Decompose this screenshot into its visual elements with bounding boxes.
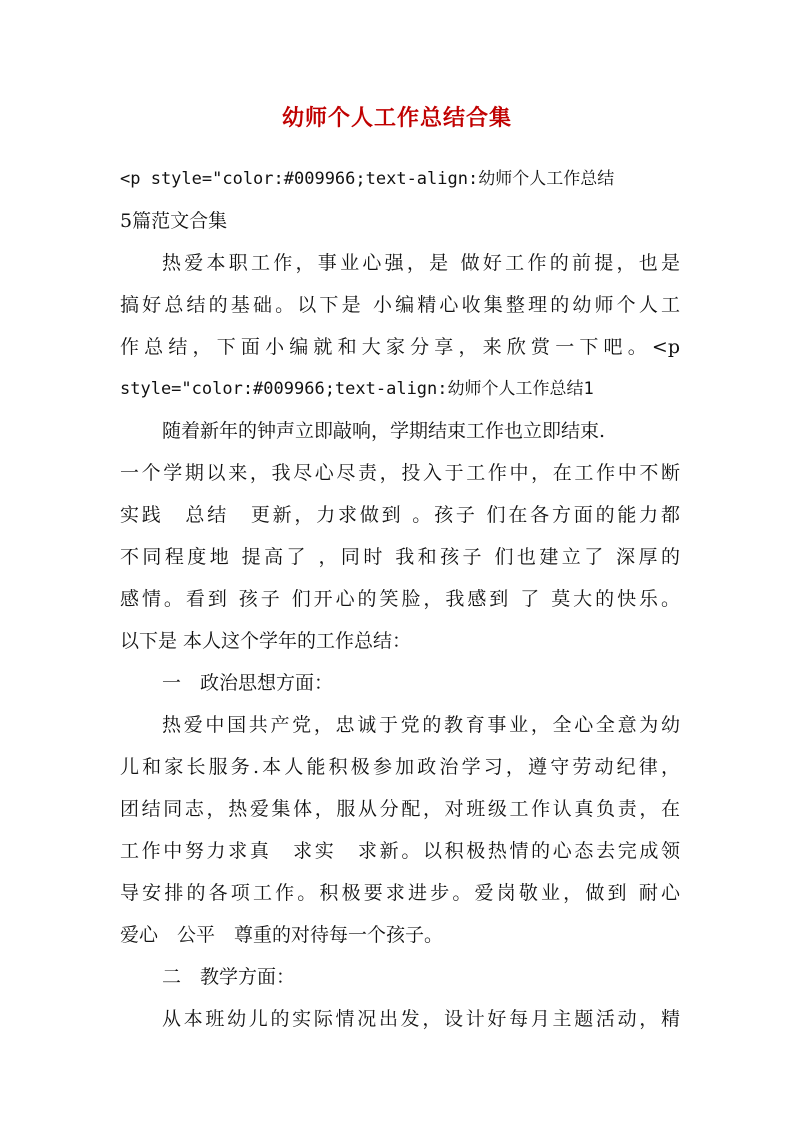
text-line: <p style="color:#009966;text-align:幼师个人工作总结 xyxy=(120,169,615,189)
text-line: 团结同志，热爱集体，服从分配，对班级工作认真负责，在 xyxy=(120,798,680,820)
text-line: 热爱中国共产党，忠诚于党的教育事业，全心全意为幼 xyxy=(162,714,680,736)
document-body xyxy=(120,158,680,1040)
text-line: 导安排的各项工作。积极要求进步。爱岗敬业，做到 耐心 xyxy=(120,882,680,904)
document-title: 幼师个人工作总结合集 xyxy=(281,105,512,131)
text-line: 随着新年的钟声立即敲响，学期结束工作也立即结束. xyxy=(162,420,606,442)
text-line: 工作中努力求真 求实 求新。以积极热情的心态去完成领 xyxy=(120,840,680,862)
text-line: style="color:#009966;text-align:幼师个人工作总结1 xyxy=(120,379,594,399)
text-line: 以下是 本人这个学年的工作总结： xyxy=(120,630,412,652)
section-heading: 一 政治思想方面： xyxy=(162,672,334,694)
text-line: 作总结，下面小编就和大家分享，来欣赏一下吧。<p xyxy=(120,336,680,358)
text-line: 从本班幼儿的实际情况出发，设计好每月主题活动，精 xyxy=(162,1008,680,1030)
text-line: 儿和家长服务.本人能积极参加政治学习，遵守劳动纪律， xyxy=(120,756,680,778)
text-line: 5篇范文合集 xyxy=(120,210,228,232)
text-line: 实践 总结 更新，力求做到 。孩子 们在各方面的能力都 xyxy=(120,504,680,526)
text-line: 热爱本职工作，事业心强，是 做好工作的前提，也是 xyxy=(162,252,680,274)
text-line: 爱心 公平 尊重的对待每一个孩子。 xyxy=(120,924,444,946)
section-heading: 二 教学方面： xyxy=(162,966,296,988)
text-line: 感情。看到 孩子 们开心的笑脸，我感到 了 莫大的快乐。 xyxy=(120,588,680,610)
text-line: 搞好总结的基础。以下是 小编精心收集整理的幼师个人工 xyxy=(120,294,680,316)
text-line: 一个学期以来，我尽心尽责，投入于工作中，在工作中不断 xyxy=(120,462,680,484)
text-line: 不同程度地 提高了 ，同时 我和孩子 们也建立了 深厚的 xyxy=(120,546,680,568)
